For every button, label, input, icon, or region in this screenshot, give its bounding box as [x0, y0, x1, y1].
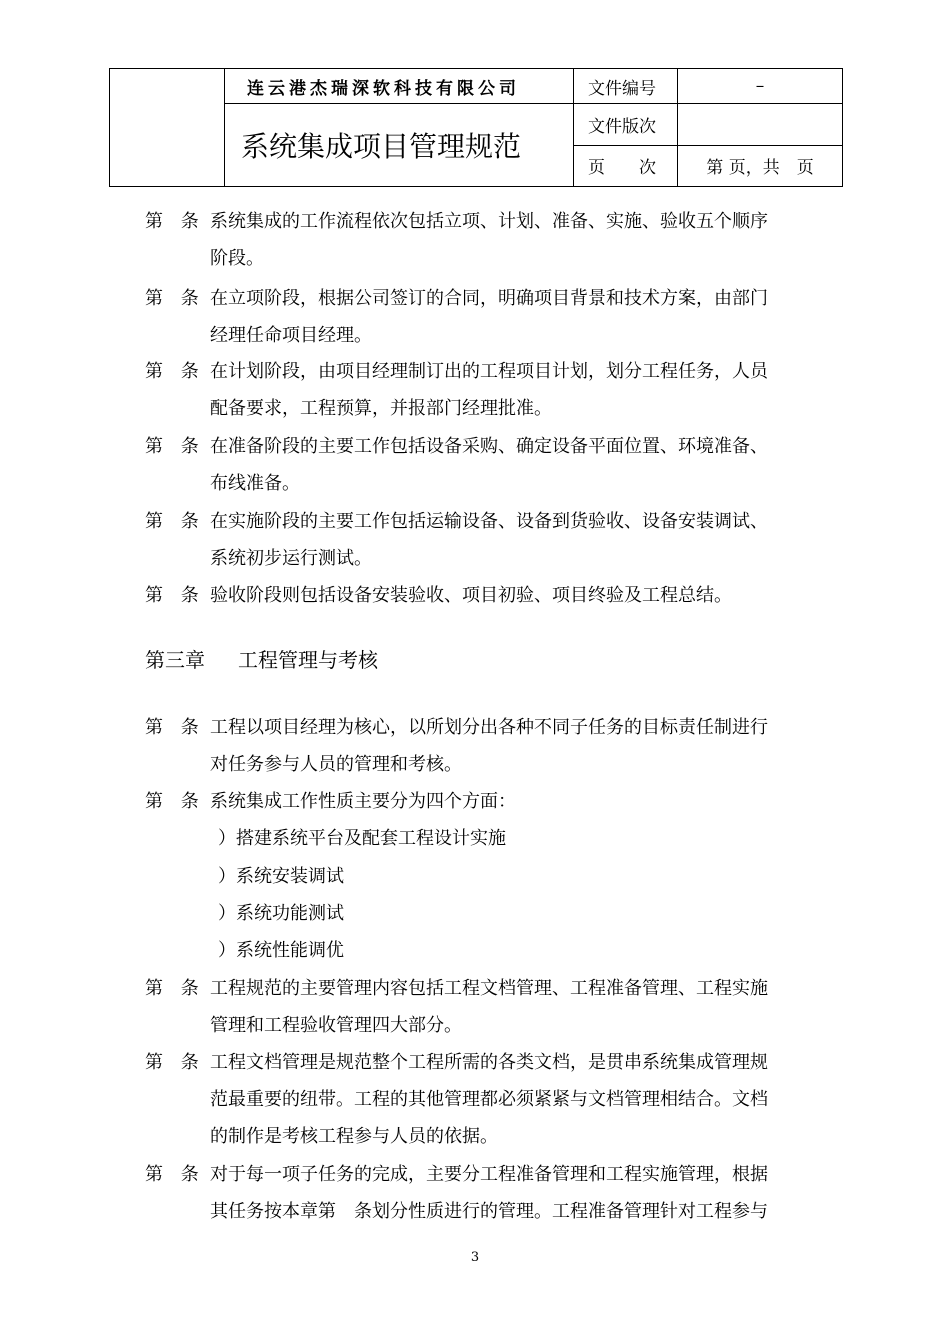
- article-text: 在计划阶段，由项目经理制订出的工程项目计划，划分工程任务，人员: [210, 361, 768, 382]
- article-text: 工程文档管理是规范整个工程所需的各类文档，是贯串系统集成管理规: [210, 1052, 768, 1073]
- article-number: 第 条: [145, 361, 205, 382]
- document-header-table: [109, 68, 843, 187]
- list-item: ）系统功能测试: [218, 903, 344, 924]
- article-text: 在实施阶段的主要工作包括运输设备、设备到货验收、设备安装调试、: [210, 511, 768, 532]
- page-label: 页 次: [574, 145, 678, 187]
- article-continuation: 其任务按本章第 条划分性质进行的管理。工程准备管理针对工程参与: [210, 1201, 768, 1222]
- chapter-title: 工程管理与考核: [238, 648, 378, 672]
- file-version-value: [678, 104, 843, 146]
- article-number: 第 条: [145, 288, 205, 309]
- list-item: ）搭建系统平台及配套工程设计实施: [218, 828, 506, 849]
- article-continuation: 经理任命项目经理。: [210, 325, 372, 346]
- article-number: 第 条: [145, 978, 205, 999]
- article-continuation: 对任务参与人员的管理和考核。: [210, 754, 462, 775]
- article-paragraph: [145, 970, 815, 1044]
- header-blank-cell: [110, 69, 225, 187]
- article-text: 在准备阶段的主要工作包括设备采购、确定设备平面位置、环境准备、: [210, 436, 768, 457]
- article-paragraph: [145, 577, 815, 614]
- file-number-value: –: [678, 69, 843, 104]
- article-number: 第 条: [145, 1052, 205, 1073]
- article-text: 工程规范的主要管理内容包括工程文档管理、工程准备管理、工程实施: [210, 978, 768, 999]
- article-text: 系统集成工作性质主要分为四个方面：: [210, 791, 516, 812]
- article-paragraph: [145, 280, 815, 354]
- article-continuation: 阶段。: [210, 248, 264, 269]
- article-paragraph: [145, 1044, 815, 1155]
- article-continuation: 系统初步运行测试。: [210, 548, 372, 569]
- article-number: 第 条: [145, 585, 205, 606]
- article-number: 第 条: [145, 717, 205, 738]
- article-text: 工程以项目经理为核心，以所划分出各种不同子任务的目标责任制进行: [210, 717, 768, 738]
- company-name: 连云港杰瑞深软科技有限公司: [225, 69, 574, 104]
- article-continuation: 布线准备。: [210, 473, 300, 494]
- document-title: 系统集成项目管理规范: [225, 104, 574, 187]
- chapter-number: 第三章: [145, 648, 205, 672]
- article-paragraph: [145, 203, 815, 277]
- article-continuation: 的制作是考核工程参与人员的依据。: [210, 1126, 498, 1147]
- list-item: ）系统性能调优: [218, 940, 344, 961]
- article-continuation: 管理和工程验收管理四大部分。: [210, 1015, 462, 1036]
- article-continuation: 配备要求，工程预算，并报部门经理批准。: [210, 398, 552, 419]
- file-number-label: 文件编号: [574, 69, 678, 104]
- page-value: 第 页，共 页: [678, 145, 843, 187]
- article-number: 第 条: [145, 211, 205, 232]
- article-paragraph: [145, 783, 815, 820]
- list-item: ）系统安装调试: [218, 866, 344, 887]
- article-number: 第 条: [145, 791, 205, 812]
- article-paragraph: [145, 428, 815, 502]
- article-number: 第 条: [145, 436, 205, 457]
- article-text: 验收阶段则包括设备安装验收、项目初验、项目终验及工程总结。: [210, 585, 732, 606]
- article-paragraph: [145, 353, 815, 427]
- page-number: 3: [470, 1250, 480, 1265]
- article-continuation: 范最重要的纽带。工程的其他管理都必须紧紧与文档管理相结合。文档: [210, 1089, 768, 1110]
- file-version-label: 文件版次: [574, 104, 678, 146]
- article-text: 在立项阶段，根据公司签订的合同，明确项目背景和技术方案，由部门: [210, 288, 768, 309]
- article-text: 对于每一项子任务的完成，主要分工程准备管理和工程实施管理，根据: [210, 1164, 768, 1185]
- article-paragraph: [145, 709, 815, 783]
- article-paragraph: [145, 1156, 815, 1230]
- chapter-heading: [145, 642, 378, 679]
- article-number: 第 条: [145, 1164, 205, 1185]
- article-paragraph: [145, 503, 815, 577]
- article-number: 第 条: [145, 511, 205, 532]
- article-text: 系统集成的工作流程依次包括立项、计划、准备、实施、验收五个顺序: [210, 211, 768, 232]
